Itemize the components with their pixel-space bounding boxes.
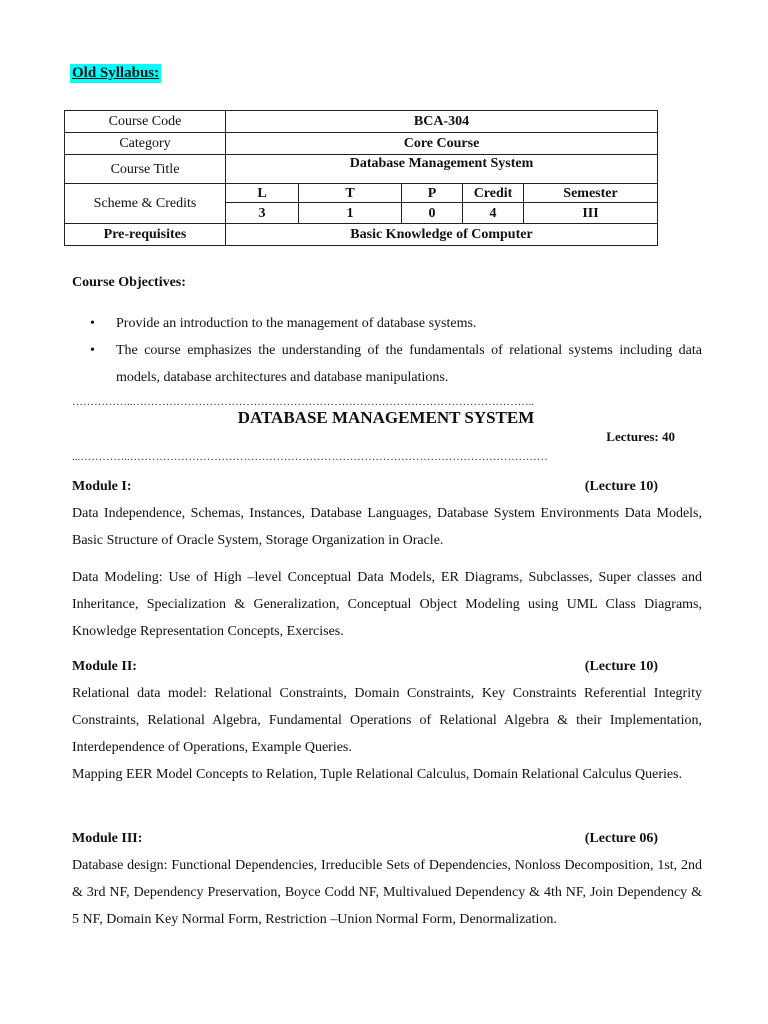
objective-text: The course emphasizes the understanding of the fundamentals of relational systems including data models, database architectures and database manipulations. bbox=[116, 343, 702, 385]
category-value: Core Course bbox=[226, 133, 658, 155]
module-1-heading bbox=[72, 479, 658, 495]
col-header-p: P bbox=[402, 184, 463, 203]
table-row bbox=[65, 224, 658, 246]
col-header-credit: Credit bbox=[463, 184, 524, 203]
col-header-t: T bbox=[299, 184, 402, 203]
course-code-value: BCA-304 bbox=[226, 111, 658, 133]
list-item bbox=[72, 310, 702, 337]
value-t: 1 bbox=[299, 203, 402, 224]
module-1-paragraph-2: Data Modeling: Use of High –level Conceptual Data Models, ER Diagrams, Subclasses, Super classes and Inheritance, Specialization & Generalization, Conceptual Object Modeling using UML Class Diagrams, Knowledge Representation Concepts, Exercises. bbox=[72, 570, 702, 639]
total-lectures: Lectures: 40 bbox=[606, 429, 675, 444]
course-title-label: Course Title bbox=[65, 155, 226, 184]
course-info-table bbox=[64, 110, 658, 246]
table-row bbox=[65, 133, 658, 155]
course-title-value: Database Management System bbox=[226, 155, 658, 184]
old-syllabus-label: Old Syllabus: bbox=[72, 65, 160, 81]
module-3-paragraph-1: Database design: Functional Dependencies, Irreducible Sets of Dependencies, Nonloss Decomposition, 1st, 2nd & 3rd NF, Dependency Preservation, Boyce Codd NF, Multivalued Dependency & 4th NF, Join Dependency & 5 NF, Domain Key Normal Form, Restriction –Union Normal Form, Denormalization. bbox=[72, 858, 702, 927]
course-code-label: Course Code bbox=[65, 111, 226, 133]
list-item bbox=[72, 337, 702, 391]
page-title: DATABASE MANAGEMENT SYSTEM bbox=[237, 408, 535, 427]
table-row bbox=[65, 111, 658, 133]
module-lecture-count: (Lecture 06) bbox=[584, 831, 658, 846]
module-3-heading bbox=[72, 831, 658, 847]
bullet-icon: • bbox=[90, 343, 95, 358]
objectives-list bbox=[72, 310, 702, 391]
objective-text: Provide an introduction to the management of database systems. bbox=[116, 316, 477, 331]
module-lecture-count: (Lecture 10) bbox=[584, 479, 658, 494]
prereq-label: Pre-requisites bbox=[65, 224, 226, 246]
module-name: Module II: bbox=[72, 659, 137, 674]
value-p: 0 bbox=[402, 203, 463, 224]
bullet-icon: • bbox=[90, 316, 95, 331]
module-name: Module III: bbox=[72, 831, 143, 846]
module-2-paragraph-1: Relational data model: Relational Constraints, Domain Constraints, Key Constraints Referential Integrity Constraints, Relational Algebra, Fundamental Operations of Relational Algebra & their Implementation, Interdependence of Operations, Example Queries. bbox=[72, 686, 702, 755]
objectives-heading: Course Objectives: bbox=[72, 275, 186, 290]
separator-bottom: ...…………..…………………………………………………………………………………………………… bbox=[72, 451, 548, 463]
value-semester: III bbox=[524, 203, 658, 224]
module-2-heading bbox=[72, 659, 658, 675]
value-l: 3 bbox=[226, 203, 299, 224]
scheme-credits-label: Scheme & Credits bbox=[65, 184, 226, 224]
table-row bbox=[65, 184, 658, 203]
value-credit: 4 bbox=[463, 203, 524, 224]
col-header-semester: Semester bbox=[524, 184, 658, 203]
separator-top: ……………..……………………………………………………………………………………………….. bbox=[72, 396, 534, 408]
col-header-l: L bbox=[226, 184, 299, 203]
prereq-value: Basic Knowledge of Computer bbox=[226, 224, 658, 246]
module-lecture-count: (Lecture 10) bbox=[584, 659, 658, 674]
table-row bbox=[65, 155, 658, 184]
module-2-paragraph-2: Mapping EER Model Concepts to Relation, Tuple Relational Calculus, Domain Relational Calculus Queries. bbox=[72, 767, 683, 782]
module-name: Module I: bbox=[72, 479, 132, 494]
module-1-paragraph-1: Data Independence, Schemas, Instances, Database Languages, Database System Environments Data Models, Basic Structure of Oracle System, Storage Organization in Oracle. bbox=[72, 506, 702, 548]
category-label: Category bbox=[65, 133, 226, 155]
